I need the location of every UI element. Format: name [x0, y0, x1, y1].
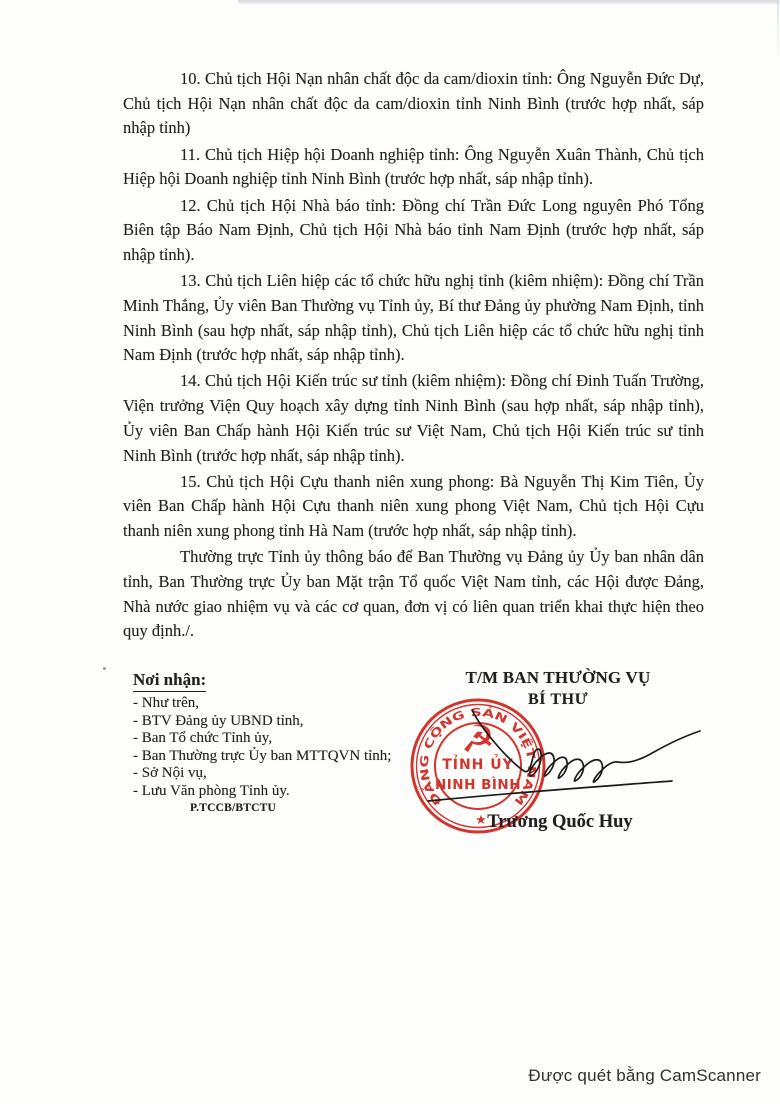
scan-edge-artifact-right: [777, 2, 779, 62]
handwritten-signature: [428, 710, 700, 801]
recipients-list: [133, 695, 433, 801]
signature-authority: T/M BAN THƯỜNG VỤ: [465, 668, 651, 687]
recipients-block: [133, 670, 433, 814]
signer-name: Trương Quốc Huy: [487, 812, 633, 832]
seal-ring-text: ĐẢNG CỘNG SẢN VIỆT NAM: [417, 706, 539, 808]
camscanner-note: Được quét bằng CamScanner: [528, 1066, 761, 1085]
signature-block-header: [428, 666, 688, 711]
document-body: [123, 67, 704, 646]
paragraph-item-10: 10. Chủ tịch Hội Nạn nhân chất độc da cam/dioxin tỉnh: Ông Nguyễn Đức Dự, Chủ tịch Hội Nạn nhân chất độc da cam/dioxin tỉnh Ninh Bình (trước hợp nhất, sáp nhập tỉnh): [123, 69, 704, 138]
star-icon: ★: [475, 813, 487, 828]
hammer-sickle-icon: ☭: [460, 717, 496, 761]
recipient-item: - Ban Tổ chức Tỉnh ủy,: [133, 730, 273, 747]
clerk-code: P.TCCB/BTCTU: [190, 801, 277, 814]
closing-paragraph: Thường trực Tỉnh ủy thông báo để Ban Thường vụ Đảng ủy Ủy ban nhân dân tỉnh, Ban Thường trực Ủy ban Mặt trận Tổ quốc Việt Nam tỉnh, các Hội được Đảng, Nhà nước giao nhiệm vụ và các cơ quan, đơn vị có liên quan triển khai thực hiện theo quy định./.: [123, 547, 704, 641]
paragraph-item-11: 11. Chủ tịch Hiệp hội Doanh nghiệp tỉnh: Ông Nguyễn Xuân Thành, Chủ tịch Hiệp hội Doanh nghiệp tỉnh Ninh Bình (trước hợp nhất, sáp nhập tỉnh).: [123, 144, 704, 189]
scan-edge-artifact: [238, 0, 780, 5]
recipient-item: - BTV Đảng ủy UBND tỉnh,: [133, 712, 304, 729]
scan-speck: [103, 667, 106, 670]
paragraph-item-13: 13. Chủ tịch Liên hiệp các tổ chức hữu nghị tỉnh (kiêm nhiệm): Đồng chí Trần Minh Thắng, Ủy viên Ban Thường vụ Tỉnh ủy, Bí thư Đảng ủy phường Nam Định, tỉnh Ninh Bình (sau hợp nhất, sáp nhập tỉnh), Chủ tịch Liên hiệp các tổ chức hữu nghị tỉnh Nam Định (trước hợp nhất, sáp nhập tỉnh).: [123, 271, 704, 365]
paragraph-item-15: 15. Chủ tịch Hội Cựu thanh niên xung phong: Bà Nguyễn Thị Kim Tiên, Ủy viên Ban Chấp hành Hội Cựu thanh niên xung phong Việt Nam, Chủ tịch Hội Cựu thanh niên xung phong tỉnh Hà Nam (trước hợp nhất, sáp nhập tỉnh).: [123, 471, 704, 541]
recipient-item: - Ban Thường trực Ủy ban MTTQVN tỉnh;: [133, 747, 392, 764]
seal-org-line2: NINH BÌNH: [434, 777, 522, 793]
recipient-item: - Sở Nội vụ,: [133, 765, 207, 782]
recipient-item: - Như trên,: [133, 695, 200, 711]
recipients-title: Nơi nhận:: [133, 670, 206, 692]
signer-position: BÍ THƯ: [527, 691, 589, 708]
paragraph-item-12: 12. Chủ tịch Hội Nhà báo tỉnh: Đồng chí Trần Đức Long nguyên Phó Tổng Biên tập Báo Nam Định, Chủ tịch Hội Nhà báo tỉnh Nam Định (trước hợp nhất, sáp nhập tỉnh).: [123, 195, 704, 264]
paragraph-item-14: 14. Chủ tịch Hội Kiến trúc sư tỉnh (kiêm nhiệm): Đồng chí Đinh Tuấn Trường, Viện trưởng Viện Quy hoạch xây dựng tỉnh Ninh Bình (sau hợp nhất, sáp nhập tỉnh), Ủy viên Ban Chấp hành Hội Kiến trúc sư Việt Nam, Chủ tịch Hội Kiến trúc sư tỉnh Ninh Bình (trước hợp nhất, sáp nhập tỉnh).: [123, 371, 704, 465]
seal-org-line1: TỈNH ỦY: [442, 757, 514, 773]
recipient-item: - Lưu Văn phòng Tỉnh ủy.: [133, 782, 290, 799]
svg-text:ĐẢNG CỘNG SẢN VIỆT NAM: [418, 705, 539, 808]
